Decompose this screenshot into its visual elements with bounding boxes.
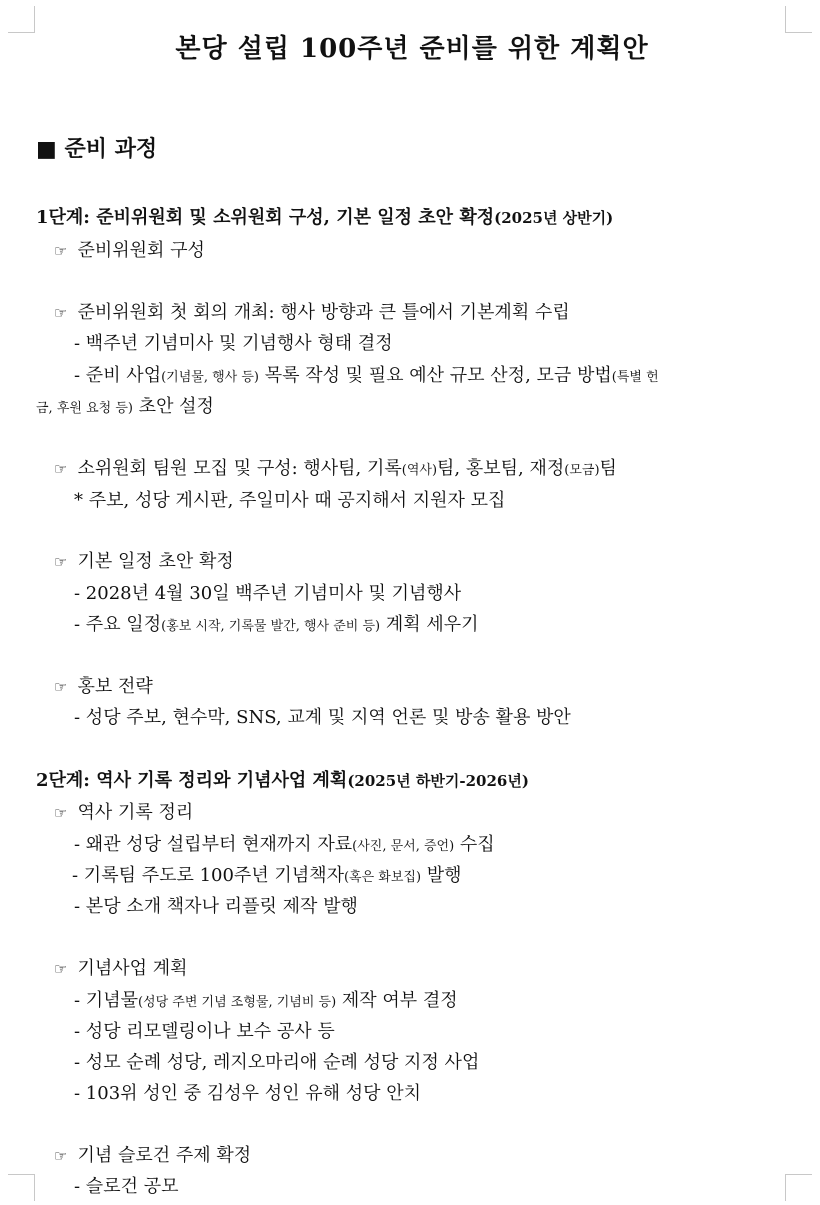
section-label: 준비 과정 [64, 136, 158, 162]
page-corner-mark [785, 6, 812, 33]
sub-item: - 성당 리모델링이나 보수 공사 등 [74, 1021, 335, 1042]
pointing-hand-icon: ☞ [54, 960, 68, 978]
list-item: ☞ 역사 기록 정리 [54, 802, 194, 823]
sub-item: - 103위 성인 중 김성우 성인 유해 성당 안치 [74, 1083, 422, 1104]
list-item: ☞ 기념 슬로건 주제 확정 [54, 1145, 252, 1166]
sub-item: - 준비 사업(기념물, 행사 등) 목록 작성 및 필요 예산 규모 산정, 모금 방법(특별 헌 [74, 365, 659, 386]
stage1-period: (2025년 상반기) [494, 209, 614, 227]
sub-item: - 기록팀 주도로 100주년 기념책자(혹은 화보집) 발행 [72, 865, 462, 886]
sub-item: - 성모 순례 성당, 레지오마리애 순례 성당 지정 사업 [74, 1052, 480, 1073]
list-item: ☞ 홍보 전략 [54, 676, 153, 697]
page-corner-mark [8, 6, 35, 33]
note-item: * 주보, 성당 게시판, 주일미사 때 공지해서 지원자 모집 [74, 490, 506, 511]
list-item: ☞ 소위원회 팀원 모집 및 구성: 행사팀, 기록(역사)팀, 홍보팀, 재정(모금)팀 [54, 458, 617, 479]
pointing-hand-icon: ☞ [54, 304, 68, 322]
stage1-heading: 1단계: 준비위원회 및 소위원회 구성, 기본 일정 초안 확정(2025년 상반기) [36, 207, 614, 228]
page-corner-mark [8, 1174, 35, 1201]
sub-item: - 기념물(성당 주변 기념 조형물, 기념비 등) 제작 여부 결정 [74, 990, 458, 1011]
list-item: ☞ 기념사업 계획 [54, 958, 188, 979]
pointing-hand-icon: ☞ [54, 553, 68, 571]
sub-item-continuation: 금, 후원 요청 등) 초안 설정 [36, 396, 214, 417]
document-title: 본당 설립 100주년 준비를 위한 계획안 [175, 34, 649, 64]
pointing-hand-icon: ☞ [54, 804, 68, 822]
sub-item: - 왜관 성당 설립부터 현재까지 자료(사진, 문서, 증언) 수집 [74, 834, 495, 855]
list-item: ☞ 기본 일정 초안 확정 [54, 551, 234, 572]
sub-item: - 2028년 4월 30일 백주년 기념미사 및 기념행사 [74, 583, 462, 604]
section-heading [36, 132, 157, 163]
sub-item: - 백주년 기념미사 및 기념행사 형태 결정 [74, 333, 393, 354]
square-bullet-icon: ■ [36, 137, 57, 162]
list-item: ☞ 준비위원회 구성 [54, 240, 205, 261]
list-item: ☞ 준비위원회 첫 회의 개최: 행사 방향과 큰 틀에서 기본계획 수립 [54, 302, 570, 323]
stage2-heading: 2단계: 역사 기록 정리와 기념사업 계획(2025년 하반기-2026년) [36, 770, 529, 791]
pointing-hand-icon: ☞ [54, 678, 68, 696]
pointing-hand-icon: ☞ [54, 242, 68, 260]
pointing-hand-icon: ☞ [54, 460, 68, 478]
pointing-hand-icon: ☞ [54, 1147, 68, 1165]
sub-item: - 본당 소개 책자나 리플릿 제작 발행 [74, 896, 358, 917]
sub-item: - 성당 주보, 현수막, SNS, 교계 및 지역 언론 및 방송 활용 방안 [74, 707, 571, 728]
page-corner-mark [785, 1174, 812, 1201]
sub-item: - 주요 일정(홍보 시작, 기록물 발간, 행사 준비 등) 계획 세우기 [74, 614, 479, 635]
sub-item: - 슬로건 공모 [74, 1176, 179, 1197]
stage2-period: (2025년 하반기-2026년) [347, 772, 529, 790]
